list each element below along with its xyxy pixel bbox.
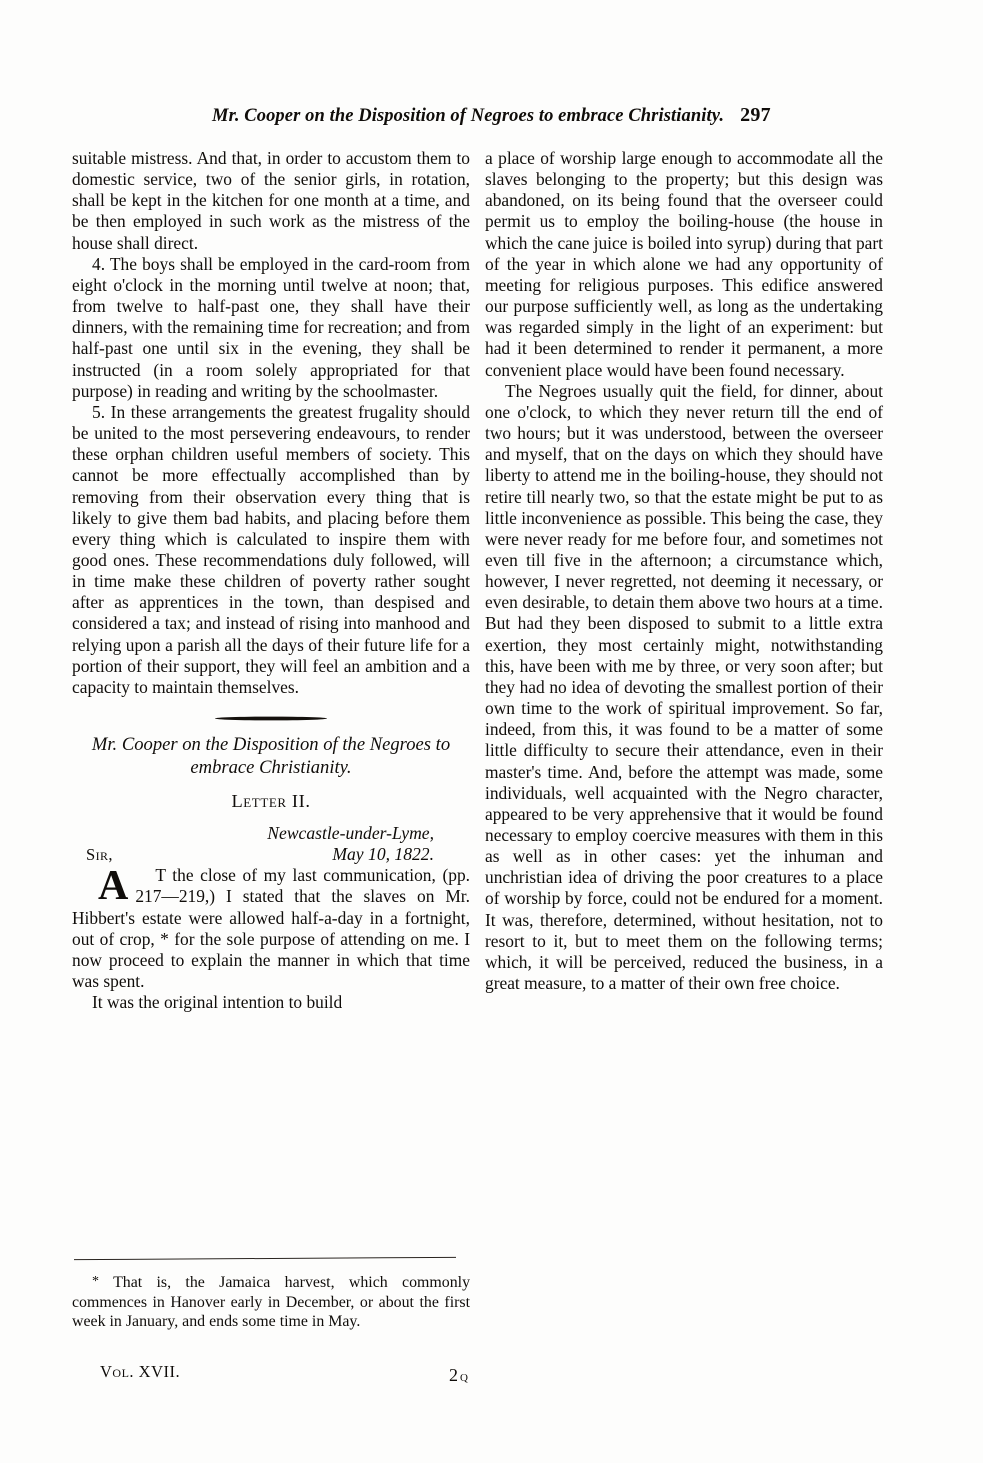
footnote-text [72, 1272, 470, 1332]
ornamental-divider [215, 717, 327, 721]
signature-number: 2 [449, 1365, 461, 1385]
paragraph-right-2: The Negroes usually quit the field, for dinner, about one o'clock, to which they never return till the end of two hours; but it was understood, between the overseer and myself, that on the days on which they should have liberty to attend me in the boiling-house, they should not retire till nearly two, so that the estate might be put to as little inconvenience as possible. This being the case, they were never ready for me before four, and sometimes not even till five in the afternoon; a circumstance which, however, I never regretted, not deeming it necessary, or even desirable, to detain them above two hours at a time. But had they been disposed to submit to a little extra exertion, they most certainly might, notwithstanding this, have been with me by three, or very soon after; but they had no idea of devoting the smallest portion of their own time to the work of spiritual improvement. So far, indeed, from this, it was found to be a matter of some little difficulty to secure their attendance, even in their master's time. And, before the attempt was made, some individuals, well acquainted with the Negro character, appeared to be very apprehensive that it would be found necessary to employ coercive measures with them in this as well as in other cases: yet the inhuman and unchristian idea of driving the poor creatures to a place of worship by force, could not be endured for a moment. It was, therefore, determined, without hesitation, not to resort to it, but to meet them on the following terms; which, it will be perceived, reduced the business, in a great measure, to a matter of their own free choice. [485, 380, 883, 994]
colophon [72, 1362, 470, 1384]
paragraph-next: It was the original intention to build [92, 992, 343, 1013]
footnote-block [72, 1258, 470, 1332]
footnote-body: That is, the Jamaica harvest, which commonly commences in Hanover early in December, or about the first week in January, and ends some time in May. [72, 1274, 471, 1331]
article-title: Mr. Cooper on the Disposition of the Negroes to embrace Christianity. [91, 734, 451, 779]
running-head [0, 104, 983, 127]
left-column [72, 148, 470, 1013]
salutation: Sir, [86, 845, 113, 865]
paragraph-item-5: 5. In these arrangements the greatest frugality should be united to the most persevering endeavours, to render these orphan children useful members of society. This cannot be more effectually accomplished than by removing from their observation every thing that is likely to give them bad habits, and placing before them every thing which is calculated to inspire them with good ones. These recommendations duly followed, will in time make these children of poverty rather sought after as apprentices in the town, than despised and considered a tax; and instead of rising into manhood and relying upon a parish all the days of their future life for a portion of their support, they will feel an ambition and a capacity to maintain themselves. [72, 401, 470, 697]
page-number: 297 [740, 104, 771, 126]
signature-mark [449, 1365, 470, 1386]
paragraph-right-1: a place of worship large enough to accommodate all the slaves belonging to the property; but this design was abandoned, on its being found that the overseer could permit us to employ the boiling-house (the house in which the cane juice is boiled into syrup) during that part of the year in which alone we had any opportunity of meeting for religious purposes. This edifice answered our purpose sufficiently well, as long as the undertaking was regarded simply in the light of an experiment: but had it been determined to render it permanent, a more convenient place would have been found necessary. [485, 148, 883, 380]
footnote-marker: * [92, 1274, 99, 1289]
dateline-date: May 10, 1822. [332, 844, 434, 865]
footnote-rule [74, 1257, 456, 1260]
paragraph-continued: suitable mistress. And that, in order to accustom them to domestic service, two of the senior girls, in rotation, shall be kept in the kitchen for one month at a time, and be then employed in such work as the mistress of the house shall direct. [72, 148, 470, 253]
signature-letter: q [460, 1369, 470, 1385]
drop-cap: A [98, 863, 129, 910]
dateline-place: Newcastle-under-Lyme, [267, 823, 434, 844]
letter-number: Letter II. [231, 791, 311, 812]
running-head-title: Mr. Cooper on the Disposition of Negroes to embrace Christianity. [212, 106, 725, 126]
volume-label: Vol. XVII. [100, 1362, 181, 1381]
right-column [485, 148, 883, 994]
opening-paragraph [72, 865, 470, 992]
opening-paragraph-text: T the close of my last communication, (pp. 217—219,) I stated that the slaves on Mr. Hibbert's estate were allowed half-a-day in a fortnight, out of crop, * for the sole purpose of attending on me. I now proceed to explain the manner in which that time was spent. [72, 865, 470, 991]
paragraph-item-4: 4. The boys shall be employed in the card-room from eight o'clock in the morning until twelve at noon; that, from twelve to half-past one, they shall have their dinners, with the remaining time for recreation; and from half-past one until six in the evening, they shall be instructed (in a room solely appropriated for that purpose) in reading and writing by the schoolmaster. [72, 253, 470, 401]
